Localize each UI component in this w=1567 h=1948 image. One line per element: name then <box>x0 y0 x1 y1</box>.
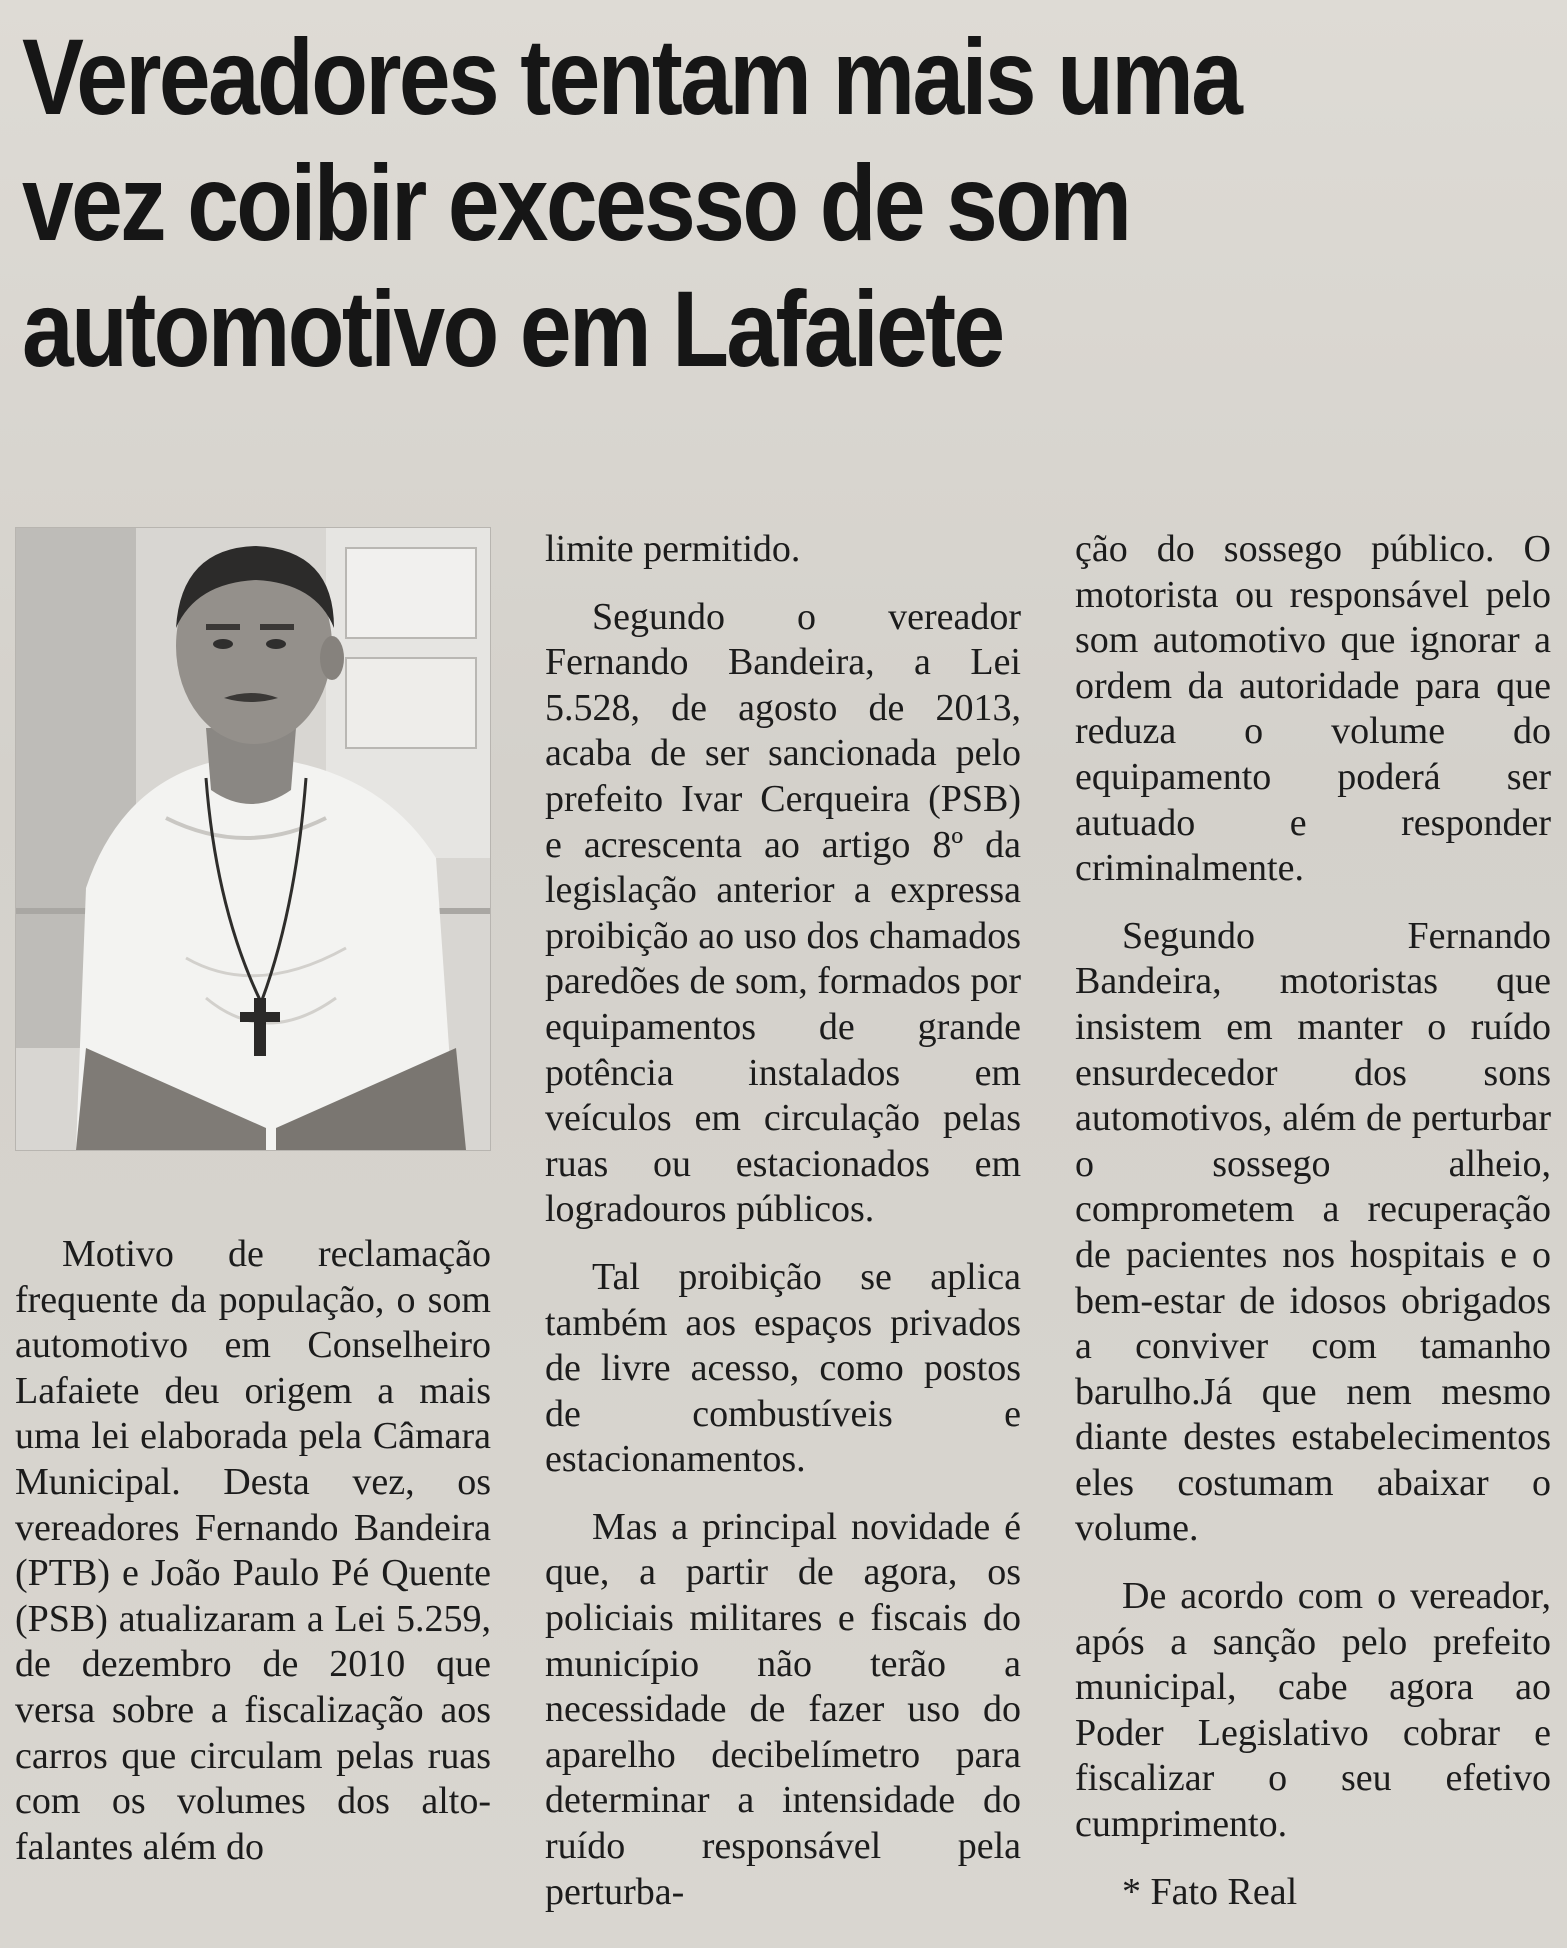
headline-line: vez coibir excesso de som <box>22 142 1130 263</box>
headline-line: automotivo em Lafaiete <box>22 268 1003 389</box>
article-column-3 <box>1075 527 1551 1915</box>
article-headline <box>22 14 1338 392</box>
body-paragraph: ção do sossego público. O motorista ou responsável pelo som automotivo que ignorar a ordem da autoridade para que reduza o volume do equipamento poderá ser autuado e responder criminalmente. <box>1075 528 1551 890</box>
article-column-2 <box>545 527 1021 1915</box>
article-source-credit: * Fato Real <box>1122 1870 1298 1913</box>
body-paragraph: Segundo o vereador Fernando Bandeira, a Lei 5.528, de agosto de 2013, acaba de ser sancionada pelo prefeito Ivar Cerqueira (PSB) e acrescenta ao artigo 8º da legislação anterior a expressa proibição ao uso dos chamados paredões de som, formados por equipamentos de grande potência instalados em veículos em circulação pelas ruas ou estacionados em logradouros públicos. <box>545 595 1021 1231</box>
body-paragraph: Segundo Fernando Bandeira, motoristas que insistem em manter o ruído ensurdecedor dos sons automotivos, além de perturbar o sossego alheio, comprometem a recuperação de pacientes nos hospitais e o bem-estar de idosos obrigados a conviver com tamanho barulho.Já que nem mesmo diante destes estabelecimentos eles costumam abaixar o volume. <box>1075 914 1551 1550</box>
body-paragraph: limite permitido. <box>545 528 801 570</box>
article-column-1 <box>15 1232 491 1870</box>
body-paragraph: De acordo com o vereador, após a sanção pelo prefeito municipal, cabe agora ao Poder Legislativo cobrar e fiscalizar o seu efetivo cumprimento. <box>1075 1575 1551 1846</box>
councilman-photo <box>15 527 491 1151</box>
body-paragraph: Mas a principal novidade é que, a partir de agora, os policiais militares e fiscais do município não terão a necessidade de fazer uso do aparelho decibelímetro para determinar a intensidade do ruído responsável pela perturba- <box>545 1505 1021 1913</box>
body-paragraph: Motivo de reclamação frequente da população, o som automotivo em Conselheiro Lafaiete deu origem a mais uma lei elaborada pela Câmara Municipal. Desta vez, os vereadores Fernando Bandeira (PTB) e João Paulo Pé Quente (PSB) atualizaram a Lei 5.259, de dezembro de 2010 que versa sobre a fiscalização aos carros que circulam pelas ruas com os volumes dos alto-falantes além do <box>15 1233 491 1868</box>
body-paragraph: Tal proibição se aplica também aos espaços privados de livre acesso, como postos de combustíveis e estacionamentos. <box>545 1255 1021 1481</box>
headline-line: Vereadores tentam mais uma <box>22 16 1241 137</box>
